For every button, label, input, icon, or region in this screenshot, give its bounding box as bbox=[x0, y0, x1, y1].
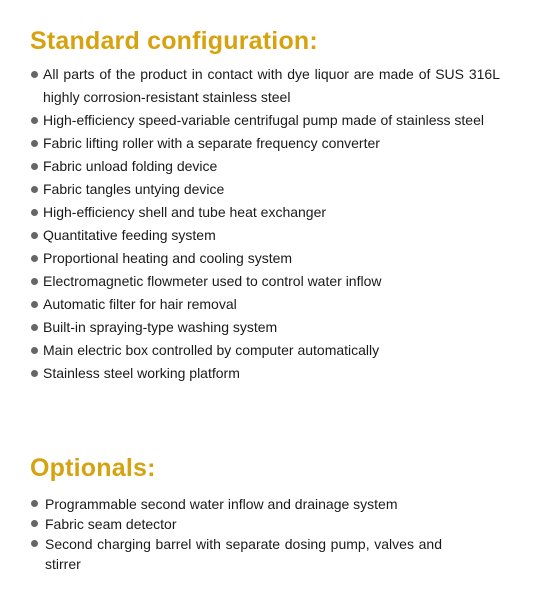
list-item: Programmable second water inflow and drainage system bbox=[30, 494, 442, 514]
list-item: Fabric tangles untying device bbox=[30, 178, 500, 201]
list-item: Automatic filter for hair removal bbox=[30, 293, 500, 316]
list-item: Built-in spraying-type washing system bbox=[30, 316, 500, 339]
list-item: High-efficiency speed-variable centrifugal pump made of stainless steel bbox=[30, 109, 500, 132]
list-item: Second charging barrel with separate dosing pump, valves and stirrer bbox=[30, 534, 442, 574]
list-item: All parts of the product in contact with dye liquor are made of SUS 316L highly corrosion-resistant stainless steel bbox=[30, 63, 500, 109]
optionals-section bbox=[30, 453, 500, 574]
optionals-list bbox=[30, 494, 442, 574]
list-item: Stainless steel working platform bbox=[30, 362, 500, 385]
list-item: Fabric seam detector bbox=[30, 514, 442, 534]
list-item: Fabric lifting roller with a separate frequency converter bbox=[30, 132, 500, 155]
list-item: Main electric box controlled by computer automatically bbox=[30, 339, 500, 362]
list-item: Proportional heating and cooling system bbox=[30, 247, 500, 270]
standard-configuration-section bbox=[30, 26, 500, 385]
list-item: Fabric unload folding device bbox=[30, 155, 500, 178]
optionals-heading: Optionals: bbox=[30, 454, 156, 482]
list-item: Quantitative feeding system bbox=[30, 224, 500, 247]
list-item: High-efficiency shell and tube heat exchanger bbox=[30, 201, 500, 224]
standard-configuration-heading: Standard configuration: bbox=[30, 27, 318, 55]
list-item: Electromagnetic flowmeter used to control water inflow bbox=[30, 270, 500, 293]
standard-configuration-list bbox=[30, 63, 500, 385]
